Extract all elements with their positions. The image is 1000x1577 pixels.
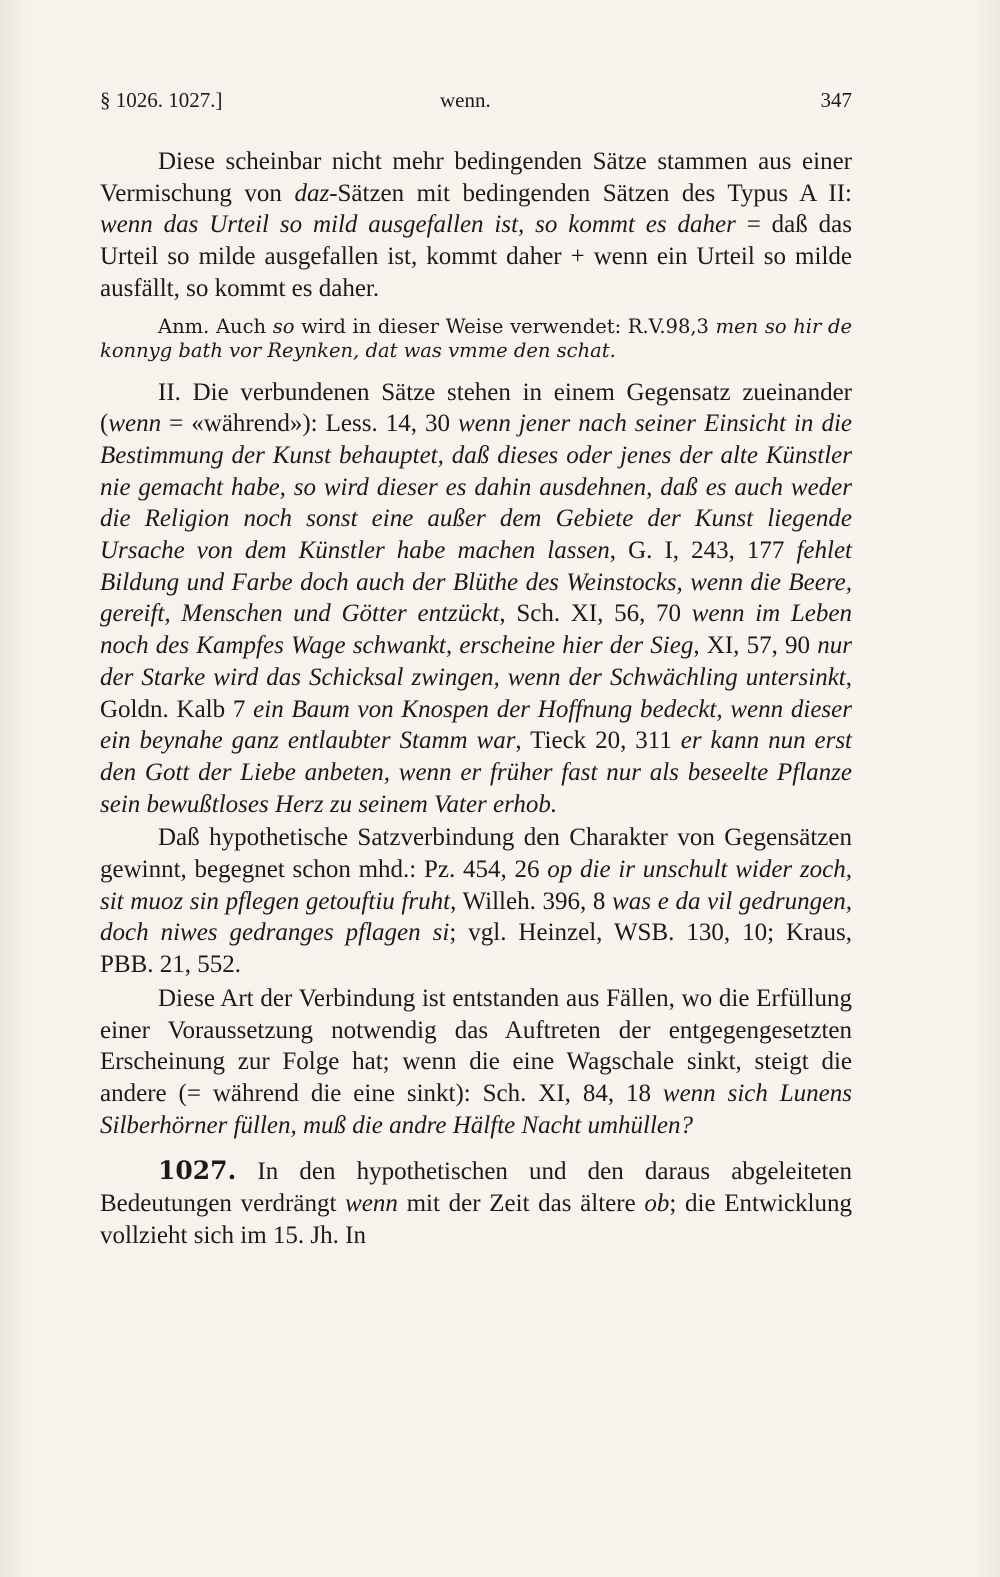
- italic-run: er kann nun erst den Gott der Liebe anbeten, wenn er früher fast nur als beseelte Pflanze sein bewußtloses Herz zu seinem Vater erhob.: [100, 727, 853, 818]
- text-run: Diese scheinbar nicht mehr bedingenden Sätze stammen aus einer Vermischung von: [100, 148, 852, 207]
- italic-run: fehlet Bildung und Farbe doch auch der Blüthe des Weinstocks, wenn die Beere, gereift, Menschen und Götter entzückt: [100, 537, 852, 628]
- italic-run: daz: [294, 179, 330, 207]
- italic-run: men so hir de konnyg bath vor Reynken, dat was vmme den schat.: [100, 314, 852, 362]
- text-run: Anm. Auch: [158, 314, 273, 338]
- text-run: wird in dieser Weise verwendet: R.V.98,3: [294, 314, 716, 338]
- text-run: II. Die verbundenen Sätze stehen in einem Gegensatz zueinander (: [100, 378, 852, 438]
- italic-run: nur der Starke wird das Schicksal zwingen, wenn der Schwächling untersinkt: [100, 632, 852, 691]
- text-run: , Willeh. 396, 8: [450, 887, 613, 915]
- text-run: , Sch. XI, 56, 70: [499, 600, 692, 628]
- italic-run: wenn: [108, 410, 162, 438]
- italic-run: wenn jener nach seiner Einsicht in die Bestimmung der Kunst behauptet, daß dieses oder jenes der alte Künstler nie gemacht habe, so wird dieser es dahin ausdehnen, daß es auch weder die Religion noch sonst eine außer dem Gebiete der Kunst liegende Ursache von dem Künstler habe machen lassen: [100, 410, 852, 565]
- text-run: , G. I, 243, 177: [609, 537, 797, 565]
- text-run: = «während»): Less. 14, 30: [161, 410, 459, 438]
- body-text: [100, 146, 852, 1252]
- section-paragraph: [100, 1155, 852, 1251]
- italic-run: wenn das Urteil so mild ausgefallen ist, so kommt es daher: [100, 211, 736, 239]
- text-run: ; die Entwicklung vollzieht sich im 15. Jh. In: [100, 1190, 853, 1249]
- text-run: mit der Zeit das ältere: [397, 1190, 645, 1218]
- italic-run: wenn sich Lunens Silberhörner füllen, muß die andre Hälfte Nacht umhüllen?: [100, 1079, 852, 1139]
- italic-run: so: [272, 314, 295, 338]
- italic-run: op die ir unschult wider zoch, sit muoz sin pflegen getouftiu fruht: [100, 856, 852, 915]
- text-run: , Tieck 20, 311: [515, 727, 681, 755]
- body-paragraph: [100, 377, 852, 821]
- text-run: -Sätzen mit bedingenden Sätzen des Typus A II:: [329, 179, 852, 207]
- italic-run: ob: [644, 1190, 670, 1218]
- text-run: ; vgl. Heinzel, WSB. 130, 10; Kraus, PBB. 21, 552.: [100, 919, 852, 979]
- section-number: 1027.: [158, 1156, 237, 1186]
- body-paragraph: [100, 983, 852, 1142]
- running-head: [100, 88, 852, 116]
- italic-run: wenn: [345, 1190, 398, 1218]
- text-run: , XI, 57, 90: [693, 632, 818, 660]
- text-run: , Goldn. Kalb 7: [100, 663, 852, 723]
- italic-run: wenn im Leben noch des Kampfes Wage schwankt, erscheine hier der Sieg: [100, 600, 853, 660]
- body-paragraph: [100, 146, 852, 305]
- header-keyword: wenn.: [440, 88, 491, 112]
- text-run: Diese Art der Verbindung ist entstanden aus Fällen, wo die Erfüllung einer Voraussetzung notwendig das Auftreten der entgegengesetzten Erscheinung zur Folge hat; wenn die eine Wagschale sinkt, steigt die andere (= während die eine sinkt): Sch. XI, 84, 18: [100, 984, 852, 1107]
- page-number: 347: [820, 88, 852, 112]
- footnote-paragraph: [100, 315, 852, 363]
- body-paragraph: [100, 822, 852, 981]
- text-run: = daß das Urteil so milde ausgefallen ist, kommt daher + wenn ein Urteil so milde ausfällt, so kommt es daher.: [100, 211, 852, 302]
- text-run: In den hypothetischen und den daraus abgeleiteten Bedeutungen verdrängt: [100, 1158, 852, 1218]
- italic-run: was e da vil gedrungen, doch niwes gedranges pflagen si: [100, 887, 852, 947]
- italic-run: ein Baum von Knospen der Hoffnung bedeckt, wenn dieser ein beynahe ganz entlaubter Stamm war: [100, 695, 852, 755]
- text-run: Daß hypothetische Satzverbindung den Charakter von Gegensätzen gewinnt, begegnet schon mhd.: Pz. 454, 26: [100, 824, 852, 884]
- header-section-ref: § 1026. 1027.]: [100, 88, 223, 112]
